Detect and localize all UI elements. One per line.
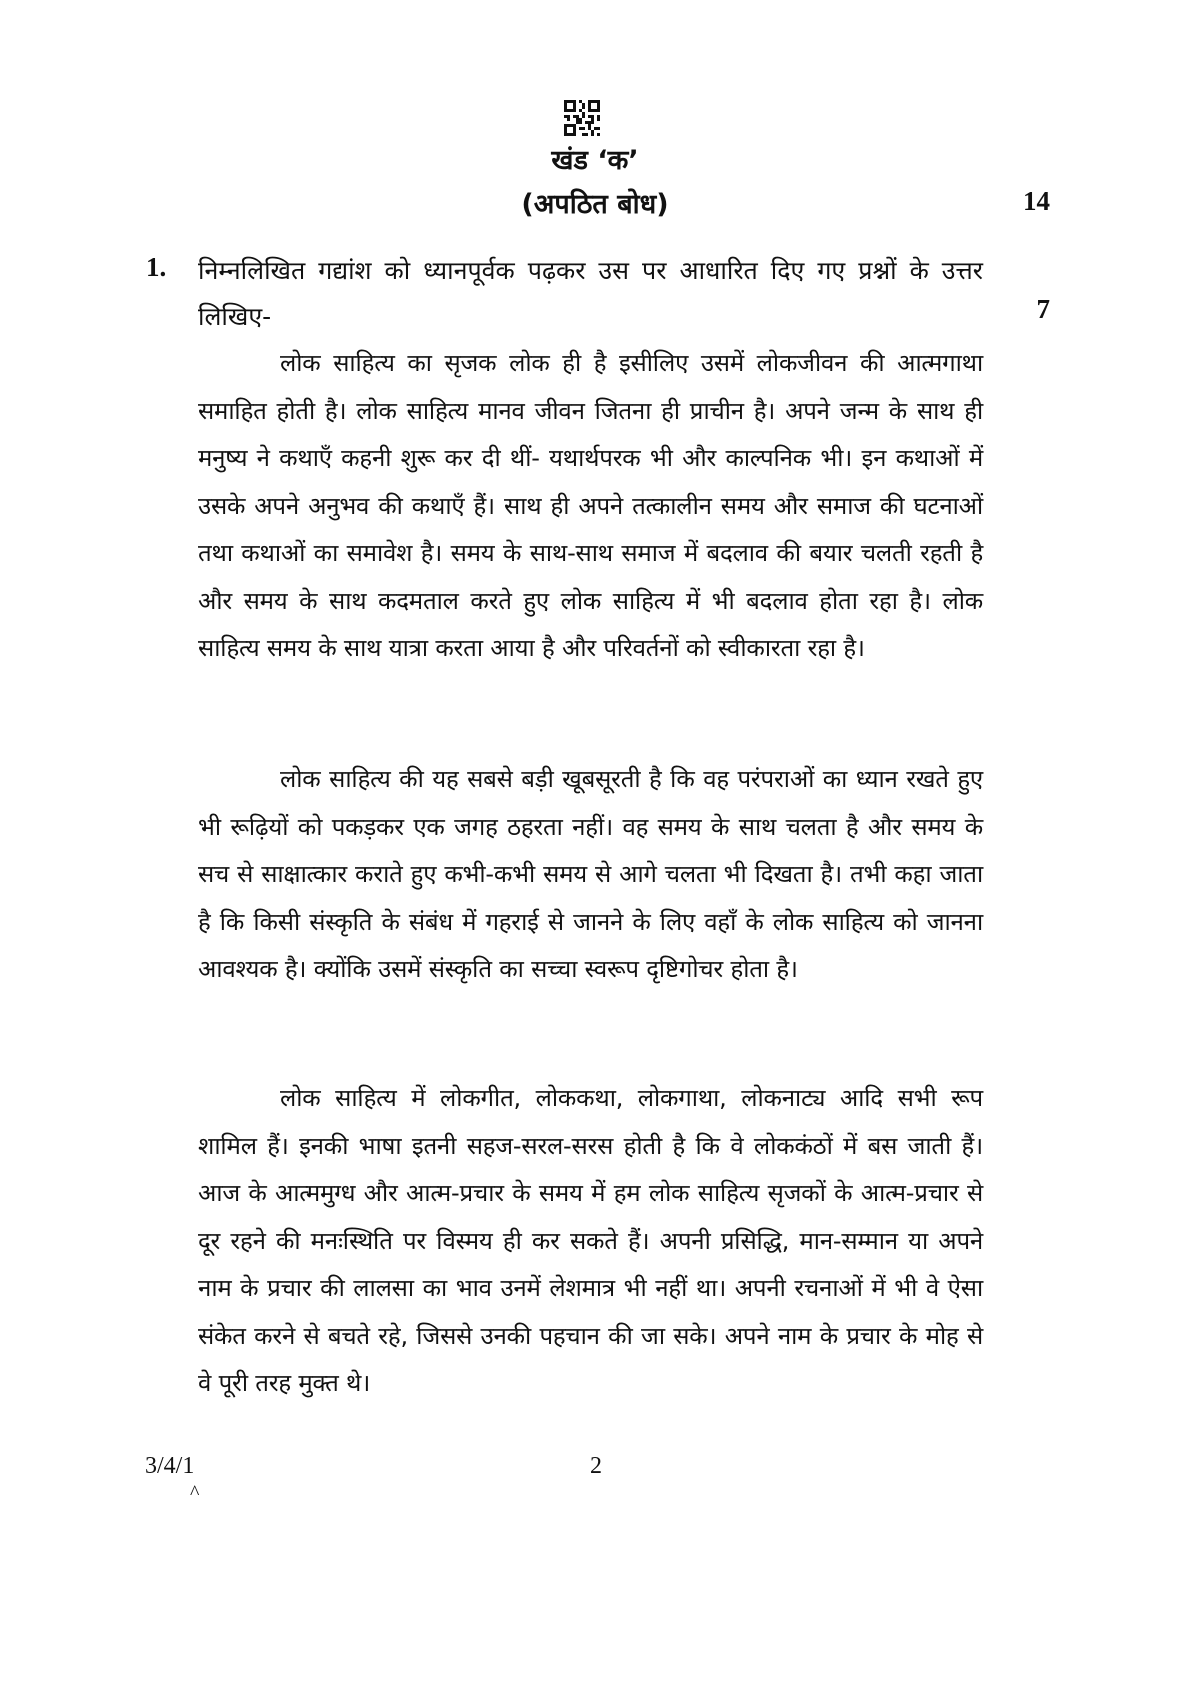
qr-code-icon (564, 100, 600, 136)
question-text: निम्नलिखित गद्यांश को ध्यानपूर्वक पढ़कर उस पर आधारित दिए गए प्रश्नों के उत्तर लिखिए- (198, 256, 983, 331)
section-title: खंड ‘क’ (551, 145, 639, 176)
passage-paragraph-1: लोक साहित्य का सृजक लोक ही है इसीलिए उसमें लोकजीवन की आत्मगाथा समाहित होती है। लोक साहित्य मानव जीवन जितना ही प्राचीन है। अपने जन्म के साथ ही मनुष्य ने कथाएँ कहनी शुरू कर दी थीं- यथार्थपरक भी और काल्पनिक भी। इन कथाओं में उसके अपने अनुभव की कथाएँ हैं। साथ ही अपने तत्कालीन समय और समाज की घटनाओं तथा कथाओं का समावेश है। समय के साथ-साथ समाज में बदलाव की बयार चलती रहती है और समय के साथ कदमताल करते हुए लोक साहित्य में भी बदलाव होता रहा है। लोक साहित्य समय के साथ यात्रा करता आया है और परिवर्तनों को स्वीकारता रहा है। (198, 349, 983, 662)
passage-paragraph-2: लोक साहित्य की यह सबसे बड़ी खूबसूरती है कि वह परंपराओं का ध्यान रखते हुए भी रूढ़ियों को पकड़कर एक जगह ठहरता नहीं। वह समय के साथ चलता है और समय के सच से साक्षात्कार कराते हुए कभी-कभी समय से आगे चलता भी दिखता है। तभी कहा जाता है कि किसी संस्कृति के संबंध में गहराई से जानने के लिए वहाँ के लोक साहित्य को जानना आवश्यक है। क्योंकि उसमें संस्कृति का सच्चा स्वरूप दृष्टिगोचर होता है। (198, 765, 983, 983)
question-marks: 7 (1036, 294, 1050, 324)
passage-paragraph-3: लोक साहित्य में लोकगीत, लोककथा, लोकगाथा, लोकनाट्य आदि सभी रूप शामिल हैं। इनकी भाषा इतनी सहज-सरल-सरस होती है कि वे लोककंठों में बस जाती हैं। आज के आत्ममुग्ध और आत्म-प्रचार के समय में हम लोक साहित्य सृजकों के आत्म-प्रचार से दूर रहने की मनःस्थिति पर विस्मय ही कर सकते हैं। अपनी प्रसिद्धि, मान-सम्मान या अपने नाम के प्रचार की लालसा का भाव उनमें लेशमात्र भी नहीं था। अपनी रचनाओं में भी वे ऐसा संकेत करने से बचते रहे, जिससे उनकी पहचान की जा सके। अपने नाम के प्रचार के मोह से वे पूरी तरह मुक्त थे। (198, 1084, 983, 1397)
question-number: 1. (146, 252, 167, 282)
page-number: 2 (590, 1453, 602, 1479)
section-subtitle: (अपठित बोध) (521, 189, 669, 220)
section-marks: 14 (1023, 186, 1050, 216)
paper-code: 3/4/1 (145, 1453, 195, 1479)
caret-mark: ^ (190, 1482, 200, 1504)
